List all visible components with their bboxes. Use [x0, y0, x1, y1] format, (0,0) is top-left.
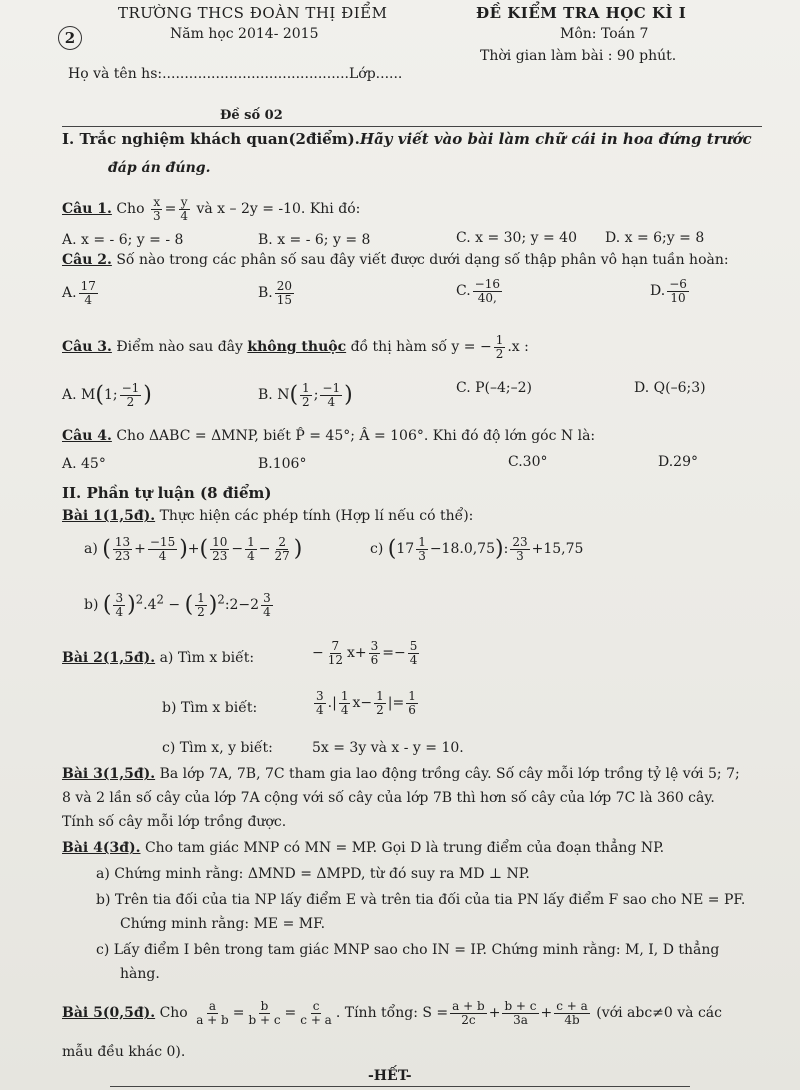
- exam-code: Đề số 02: [220, 108, 283, 123]
- q4-stem: Câu 4. Cho ΔABC = ΔMNP, biết P̂ = 45°; Â = 106°. Khi đó độ lớn góc N là:: [62, 428, 596, 444]
- q3-option-a: A. M(1; $\frac{-1}{2}$ ): [62, 381, 152, 409]
- bai2-c-expr: 5x = 3y và x - y = 10.: [312, 740, 464, 756]
- bai4-stem: Bài 4(3đ). Cho tam giác MNP có MN = MP. Gọi D là trung điểm của đoạn thẳng NP.: [62, 840, 665, 856]
- part1-instruction: Hãy viết vào bài làm chữ cái in hoa đứng trước: [359, 130, 752, 148]
- bai3-line1: Bài 3(1,5đ). Ba lớp 7A, 7B, 7C tham gia lao động trồng cây. Số cây mỗi lớp trồng tỷ lệ với 5; 7;: [62, 766, 740, 782]
- q3-not-text: không thuộc: [247, 339, 347, 356]
- q1-label: Câu 1.: [62, 201, 112, 218]
- bai5-line2: mẫu đều khác 0).: [62, 1044, 186, 1060]
- q1-option-b: B. x = - 6; y = 8: [258, 232, 371, 248]
- bai1-b: b) ( $\frac{3}{4}$ )$^2.4^2$ − ( $\frac{1}{2}$ )$^2$:2−2 $\frac{3}{4}$: [84, 591, 271, 619]
- bai2-b-expr: $\frac{3}{4}$ .| $\frac{1}{4}$ x− $\frac{1}{2}$ |= $\frac{1}{6}$: [316, 689, 416, 717]
- fraction-neg6-10: $\frac{-6}{10}$: [669, 277, 687, 305]
- bai5-line1: Bài 5(0,5đ). Cho $\frac{a}{a + b}$ = $\frac{b}{b + c}$ = $\frac{c}{c + a}$ . Tính tổng: S = $\frac{a + b}{2c}$ + $\frac{b + c}{3a}$ + $\frac{c + a}{4b}$ (với abc≠0 và các: [62, 999, 722, 1027]
- q1-fraction-y: $\frac{y}{4}$: [180, 195, 188, 223]
- bai4-label: Bài 4(3đ).: [62, 840, 141, 856]
- q2-label: Câu 2.: [62, 252, 112, 268]
- exam-title: ĐỀ KIỂM TRA HỌC KÌ I: [476, 4, 687, 22]
- footer-divider: [110, 1086, 690, 1087]
- fraction-neg16-40: $\frac{-16}{40,}$: [474, 277, 500, 305]
- q3-option-d: D. Q(–6;3): [634, 380, 706, 396]
- part1-title: I. Trắc nghiệm khách quan(2điểm).: [62, 130, 360, 148]
- q4-option-d: D.29°: [658, 454, 698, 470]
- q3-option-c: C. P(–4;–2): [456, 380, 532, 396]
- q2-option-b: B. $\frac{20}{15}$: [258, 279, 293, 307]
- q2-option-c: C. $\frac{-16}{40,}$: [456, 277, 500, 305]
- bai4-b1: b) Trên tia đối của tia NP lấy điểm E và trên tia đối của tia PN lấy điểm F sao cho NE = PF.: [96, 892, 746, 908]
- header-divider: [62, 126, 762, 127]
- exam-subject: Môn: Toán 7: [560, 26, 649, 42]
- q3-option-b: B. N( $\frac{1}{2}$ ; $\frac{-1}{4}$ ): [258, 381, 353, 409]
- q1-option-d: D. x = 6;y = 8: [605, 230, 705, 246]
- part2-title: II. Phần tự luận (8 điểm): [62, 484, 272, 502]
- q3-function: y = − $\frac{1}{2}$ .x :: [451, 333, 529, 361]
- bai5-label: Bài 5(0,5đ).: [62, 1005, 156, 1022]
- q1-option-c: C. x = 30; y = 40: [456, 230, 577, 246]
- bai3-label: Bài 3(1,5đ).: [62, 766, 156, 782]
- q2-text: Số nào trong các phân số sau đây viết được dưới dạng số thập phân vô hạn tuần hoàn:: [116, 252, 729, 268]
- school-name: TRƯỜNG THCS ĐOÀN THỊ ĐIỂM: [118, 4, 388, 22]
- q2-stem: [62, 252, 729, 268]
- q1-text-post: và x – 2y = -10. Khi đó:: [196, 201, 361, 218]
- bai2-b: b) Tìm x biết:: [162, 700, 258, 716]
- q4-option-a: A. 45°: [62, 456, 106, 472]
- bai3-line2: 8 và 2 lần số cây của lớp 7A cộng với số cây của lớp 7B thì hơn số cây của lớp 7C là 360 cây.: [62, 790, 715, 806]
- bai2-c: c) Tìm x, y biết:: [162, 740, 273, 756]
- student-name-line: Họ và tên hs:..........................................Lớp......: [68, 66, 403, 82]
- fraction-20-15: $\frac{20}{15}$: [276, 279, 293, 307]
- part1-heading: [62, 130, 752, 148]
- fraction-17-4: $\frac{17}{4}$: [80, 279, 96, 307]
- bai2-label: Bài 2(1,5đ).: [62, 650, 156, 666]
- page-number-mark: 2: [58, 26, 82, 50]
- q3-stem: Câu 3. Điểm nào sau đây không thuộc đồ thị hàm số y = − $\frac{1}{2}$ .x :: [62, 333, 529, 361]
- bai4-c2: hàng.: [120, 966, 160, 982]
- q4-option-c: C.30°: [508, 454, 548, 470]
- q4-label: Câu 4.: [62, 428, 112, 444]
- bai2-a: Bài 2(1,5đ). a) Tìm x biết:: [62, 650, 255, 666]
- bai4-b2: Chứng minh rằng: ME = MF.: [120, 916, 326, 932]
- bai2-a-expr: − $\frac{7}{12}$ x+ $\frac{3}{6}$ =− $\frac{5}{4}$: [312, 639, 418, 667]
- q4-option-b: B.106°: [258, 456, 307, 472]
- q1-stem: Câu 1. Cho $\frac{x}{3}$ = $\frac{y}{4}$ và x – 2y = -10. Khi đó:: [62, 195, 361, 223]
- bai1-c: c) (17 $\frac{1}{3}$ −18.0,75): $\frac{23}{3}$ +15,75: [370, 535, 584, 563]
- q1-text-pre: Cho: [116, 201, 145, 218]
- exam-time: Thời gian làm bài : 90 phút.: [480, 48, 677, 64]
- bai4-a: a) Chứng minh rằng: ΔMND = ΔMPD, từ đó suy ra MD ⊥ NP.: [96, 866, 530, 882]
- end-mark: -HẾT-: [368, 1068, 412, 1084]
- school-year: Năm học 2014- 2015: [170, 26, 319, 42]
- bai1-a: a) ( $\frac{13}{23}$ + $\frac{-15}{4}$ )+( $\frac{10}{23}$ − $\frac{1}{4}$ − $\frac{2}{27}$ ): [84, 535, 303, 563]
- q1-fraction-x: $\frac{x}{3}$: [152, 195, 161, 223]
- q1-option-a: A. x = - 6; y = - 8: [62, 232, 184, 248]
- bai1-label: Bài 1(1,5đ).: [62, 508, 156, 524]
- q2-option-a: A. $\frac{17}{4}$: [62, 279, 96, 307]
- q3-label: Câu 3.: [62, 339, 112, 356]
- bai3-line3: Tính số cây mỗi lớp trồng được.: [62, 814, 287, 830]
- bai4-c1: c) Lấy điểm I bên trong tam giác MNP sao cho IN = IP. Chứng minh rằng: M, I, D thẳng: [96, 942, 720, 958]
- q2-option-d: D. $\frac{-6}{10}$: [650, 277, 687, 305]
- bai1-stem: Bài 1(1,5đ). Thực hiện các phép tính (Hợp lí nếu có thể):: [62, 508, 474, 524]
- part1-instruction-2: đáp án đúng.: [108, 160, 211, 176]
